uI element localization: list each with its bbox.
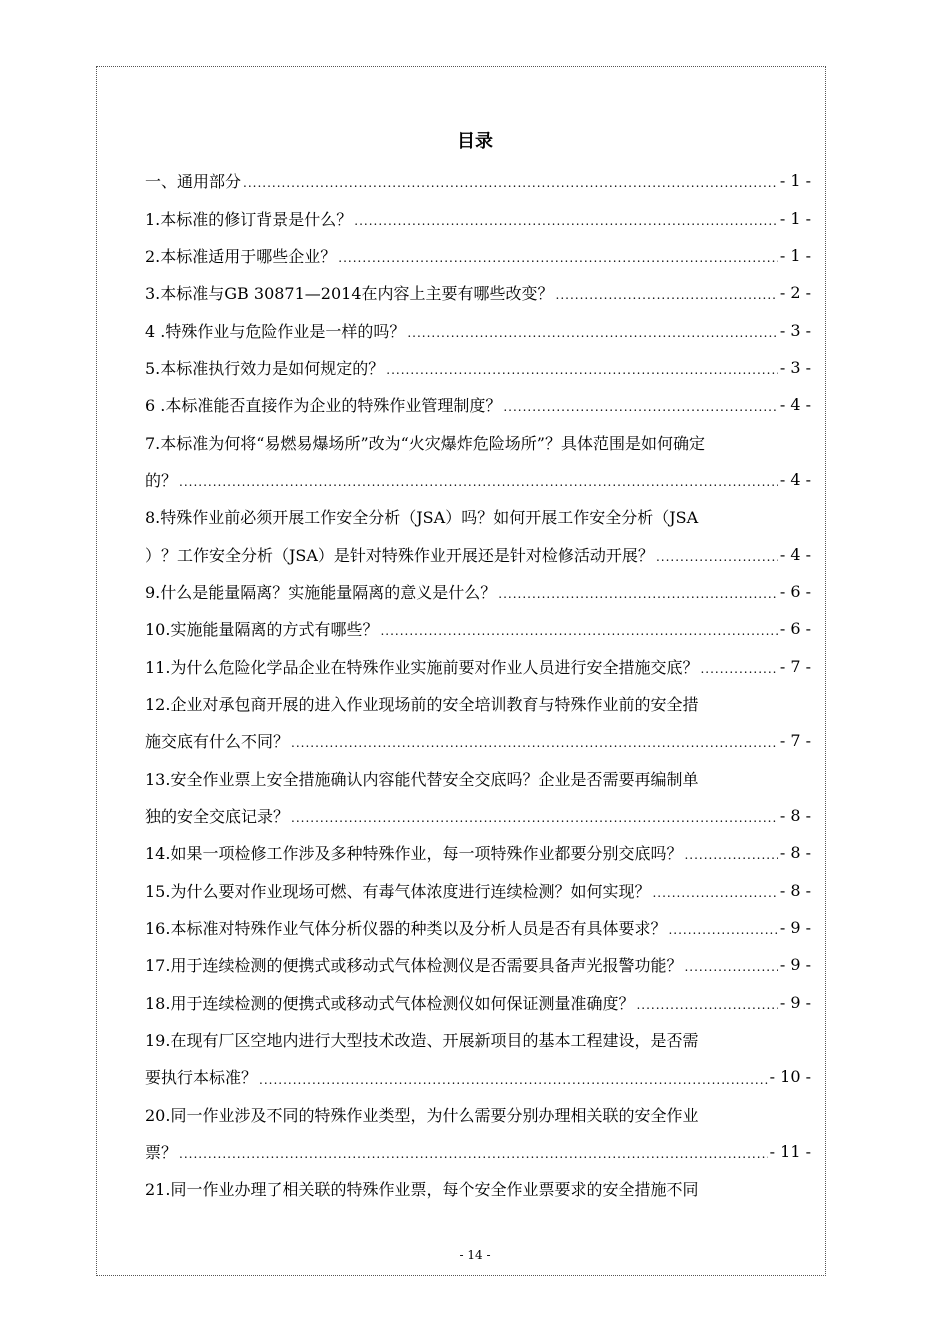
toc-entry-text: 2.本标准适用于哪些企业？ (145, 246, 337, 266)
toc-entry-page: - 6 - (779, 619, 811, 639)
toc-leader-dots (291, 806, 778, 825)
toc-entry-page: - 8 - (779, 843, 811, 863)
toc-entry-page: - 8 - (779, 806, 811, 826)
toc-entry-page: - 4 - (779, 469, 811, 489)
toc-entry[interactable] (145, 461, 811, 498)
toc-entry-text: 4 .特殊作业与危险作业是一样的吗？ (145, 321, 406, 341)
toc-leader-dots (259, 1067, 768, 1086)
toc-entry[interactable] (145, 162, 811, 199)
table-of-contents (145, 162, 811, 1208)
toc-entry[interactable] (145, 423, 811, 460)
toc-entry-text: 10.实施能量隔离的方式有哪些？ (145, 620, 379, 640)
toc-entry-page: - 4 - (779, 544, 811, 564)
page-number: - 14 - (459, 1248, 491, 1262)
toc-entry-text: 20.同一作业涉及不同的特殊作业类型，为什么需要分别办理相关联的安全作业 (145, 1105, 699, 1125)
toc-entry-text: 6 .本标准能否直接作为企业的特殊作业管理制度？ (145, 396, 502, 416)
toc-leader-dots (354, 208, 778, 227)
toc-leader-dots (684, 955, 777, 974)
toc-entry[interactable] (145, 610, 811, 647)
toc-entry-text: 16.本标准对特殊作业气体分析仪器的种类以及分析人员是否有具体要求？ (145, 919, 667, 939)
toc-entry-text: 21.同一作业办理了相关联的特殊作业票，每个安全作业票要求的安全措施不同 (145, 1180, 699, 1200)
toc-entry-text: 独的安全交底记录？ (145, 807, 290, 827)
toc-entry[interactable] (145, 984, 811, 1021)
toc-entry-page: - 11 - (769, 1142, 811, 1162)
toc-entry-text: 票？ (145, 1143, 178, 1163)
toc-entry[interactable] (145, 909, 811, 946)
toc-leader-dots (668, 918, 777, 937)
toc-entry-page: - 9 - (779, 955, 811, 975)
toc-entry-text: 12.企业对承包商开展的进入作业现场前的安全培训教育与特殊作业前的安全措 (145, 694, 699, 714)
toc-entry[interactable] (145, 872, 811, 909)
toc-entry-text: ）？工作安全分析（JSA）是针对特殊作业开展还是针对检修活动开展？ (145, 545, 654, 565)
toc-entry-page: - 3 - (779, 357, 811, 377)
toc-leader-dots (243, 171, 778, 190)
toc-entry[interactable] (145, 311, 811, 348)
toc-entry-page: - 9 - (779, 918, 811, 938)
toc-entry-text: 3.本标准与GB 30871—2014在内容上主要有哪些改变？ (145, 284, 554, 304)
toc-entry[interactable] (145, 1133, 811, 1170)
toc-entry-page: - 7 - (779, 731, 811, 751)
toc-entry-text: 9.什么是能量隔离？实施能量隔离的意义是什么？ (145, 582, 497, 602)
toc-entry-page: - 1 - (779, 208, 811, 228)
toc-entry[interactable] (145, 760, 811, 797)
toc-entry-page: - 2 - (779, 283, 811, 303)
toc-entry[interactable] (145, 274, 811, 311)
toc-entry[interactable] (145, 349, 811, 386)
toc-entry-text: 13.安全作业票上安全措施确认内容能代替安全交底吗？企业是否需要再编制单 (145, 769, 699, 789)
toc-leader-dots (700, 657, 777, 676)
toc-entry-text: 一、通用部分 (145, 172, 242, 192)
toc-leader-dots (656, 545, 778, 564)
toc-leader-dots (179, 1142, 768, 1161)
toc-leader-dots (407, 320, 777, 339)
toc-leader-dots (556, 283, 778, 302)
toc-leader-dots (498, 582, 778, 601)
toc-title: 目录 (457, 131, 493, 152)
toc-entry-text: 19.在现有厂区空地内进行大型技术改造、开展新项目的基本工程建设，是否需 (145, 1031, 699, 1051)
toc-leader-dots (503, 395, 777, 414)
toc-entry[interactable] (145, 685, 811, 722)
toc-leader-dots (380, 619, 777, 638)
toc-entry[interactable] (145, 1096, 811, 1133)
toc-entry-page: - 3 - (779, 320, 811, 340)
toc-entry[interactable] (145, 498, 811, 535)
toc-entry-text: 14.如果一项检修工作涉及多种特殊作业，每一项特殊作业都要分别交底吗？ (145, 844, 683, 864)
toc-entry[interactable] (145, 946, 811, 983)
toc-entry[interactable] (145, 1058, 811, 1095)
toc-entry-page: - 6 - (779, 581, 811, 601)
toc-leader-dots (652, 881, 777, 900)
toc-entry[interactable] (145, 722, 811, 759)
toc-entry-page: - 1 - (779, 245, 811, 265)
toc-entry-page: - 10 - (769, 1067, 811, 1087)
toc-leader-dots (291, 731, 778, 750)
toc-entry[interactable] (145, 1021, 811, 1058)
toc-entry-text: 17.用于连续检测的便携式或移动式气体检测仪是否需要具备声光报警功能？ (145, 956, 683, 976)
toc-entry-text: 15.为什么要对作业现场可燃、有毒气体浓度进行连续检测？如何实现？ (145, 881, 651, 901)
toc-entry-text: 1.本标准的修订背景是什么？ (145, 209, 353, 229)
toc-entry[interactable] (145, 573, 811, 610)
toc-entry-text: 要执行本标准？ (145, 1068, 258, 1088)
toc-entry-page: - 7 - (779, 656, 811, 676)
toc-leader-dots (636, 993, 777, 1012)
toc-entry[interactable] (145, 647, 811, 684)
toc-leader-dots (684, 843, 777, 862)
toc-entry-page: - 8 - (779, 880, 811, 900)
toc-leader-dots (386, 358, 778, 377)
toc-entry-text: 11.为什么危险化学品企业在特殊作业实施前要对作业人员进行安全措施交底？ (145, 657, 699, 677)
toc-entry[interactable] (145, 386, 811, 423)
toc-entry-text: 5.本标准执行效力是如何规定的？ (145, 358, 385, 378)
toc-entry[interactable] (145, 237, 811, 274)
toc-entry-text: 8.特殊作业前必须开展工作安全分析（JSA）吗？如何开展工作安全分析（JSA (145, 508, 699, 528)
toc-leader-dots (338, 246, 778, 265)
toc-entry[interactable] (145, 535, 811, 572)
toc-entry-text: 7.本标准为何将“易燃易爆场所”改为“火灾爆炸危险场所”？具体范围是如何确定 (145, 433, 705, 453)
toc-entry-text: 的？ (145, 470, 178, 490)
toc-entry[interactable] (145, 834, 811, 871)
toc-leader-dots (179, 470, 778, 489)
toc-entry-page: - 1 - (779, 171, 811, 191)
toc-entry[interactable] (145, 797, 811, 834)
toc-entry-text: 施交底有什么不同？ (145, 732, 290, 752)
toc-entry[interactable] (145, 199, 811, 236)
toc-entry-text: 18.用于连续检测的便携式或移动式气体检测仪如何保证测量准确度？ (145, 993, 635, 1013)
toc-entry-page: - 4 - (779, 395, 811, 415)
toc-entry-page: - 9 - (779, 992, 811, 1012)
toc-entry[interactable] (145, 1170, 811, 1207)
